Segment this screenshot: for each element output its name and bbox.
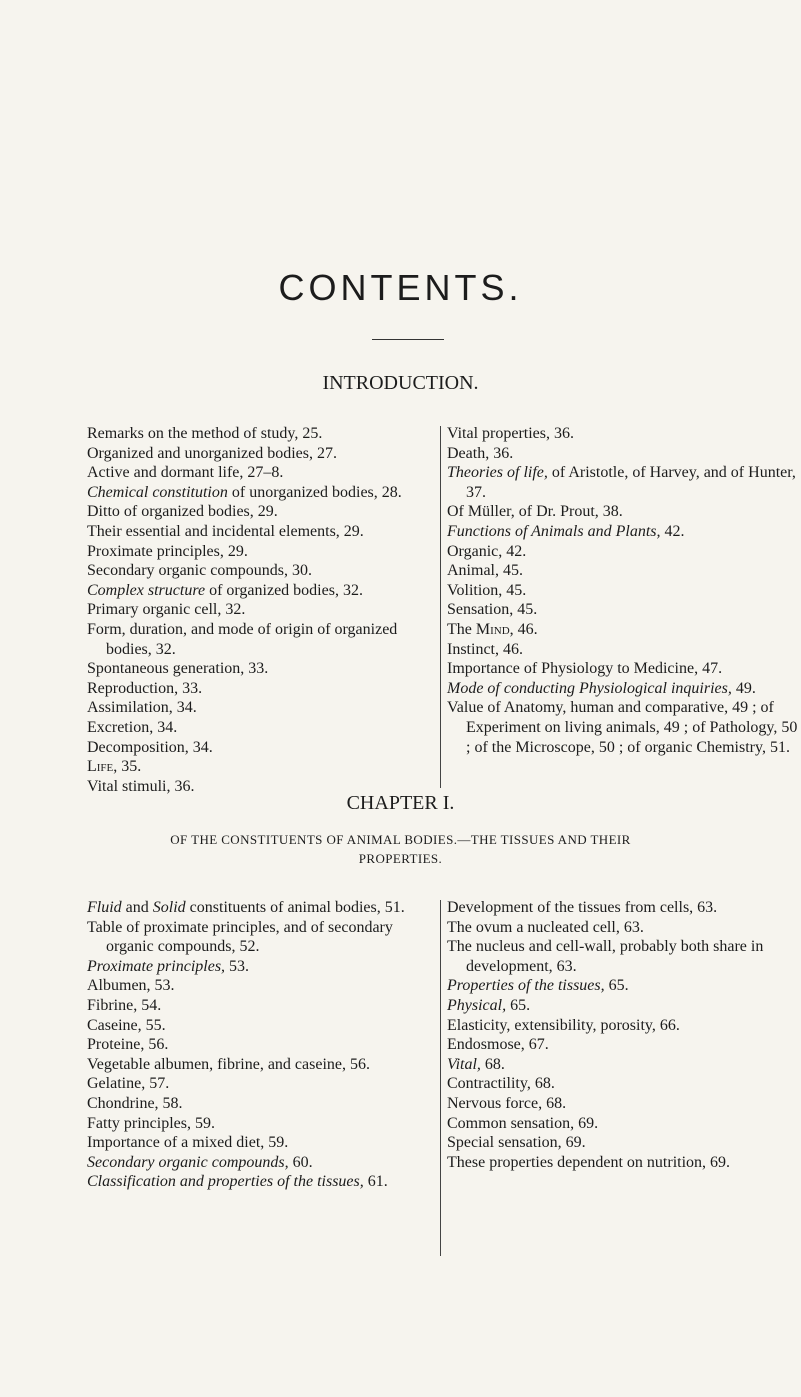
toc-entry-text: Of Müller, of Dr. Prout, 38. [447,503,623,521]
toc-entry [447,522,799,542]
title-rule [372,339,444,340]
toc-entry [447,502,799,522]
toc-entry-lead: Functions of Animals and Plants, [447,522,661,540]
toc-entry-text: 65. [506,996,531,1014]
toc-entry [87,1074,435,1094]
toc-entry-text: Importance of a mixed diet, 59. [87,1134,289,1152]
toc-entry [87,1172,435,1192]
toc-entry [87,561,435,581]
toc-entry-text: The ovum a nucleated cell, 63. [447,918,644,936]
toc-entry [447,918,799,938]
toc-entry [87,1153,435,1173]
toc-entry-caps: Mind [475,620,510,638]
toc-entry [447,698,799,757]
chapter-one-right-column [447,898,799,1172]
chapter-one-subtitle [0,830,801,868]
toc-entry-text: Excretion, 34. [87,718,178,736]
toc-entry [87,620,435,659]
toc-entry [87,976,435,996]
toc-entry [87,679,435,699]
toc-entry-text: Volition, 45. [447,581,527,599]
toc-entry-text: 53. [225,957,250,975]
toc-entry-text: 42. [660,522,685,540]
toc-entry-text: Special sensation, 69. [447,1134,586,1152]
toc-entry [87,996,435,1016]
toc-entry [447,1094,799,1114]
toc-entry-mid: and [121,899,153,916]
toc-entry [447,600,799,620]
toc-entry-lead: Chemical constitution [87,483,228,501]
toc-entry-text: Ditto of organized bodies, 29. [87,503,278,521]
toc-entry-text: Development of the tissues from cells, 63. [447,899,718,916]
toc-entry-text: Fatty principles, 59. [87,1114,215,1132]
toc-entry [447,1035,799,1055]
toc-entry-text: Vegetable albumen, fibrine, and caseine, 56. [87,1055,370,1073]
toc-entry [87,463,435,483]
introduction-right-column [447,424,799,757]
toc-entry-text: Their essential and incidental elements, 29. [87,522,364,540]
toc-entry [87,502,435,522]
toc-entry-text: Common sensation, 69. [447,1114,599,1132]
toc-entry [87,444,435,464]
toc-entry [447,542,799,562]
toc-entry-lead2: Solid [152,899,186,916]
toc-entry-lead: Classification and properties of the tissues, [87,1173,364,1191]
toc-entry-text: Death, 36. [447,444,514,462]
toc-entry [87,738,435,758]
toc-entry-text: Animal, 45. [447,562,523,580]
toc-entry-text: of organized bodies, 32. [205,581,363,599]
page-title: CONTENTS. [278,267,523,308]
toc-entry [447,1055,799,1075]
toc-entry [87,757,435,777]
toc-entry [87,1094,435,1114]
toc-entry-text: 65. [604,977,629,995]
toc-entry-text: Primary organic cell, 32. [87,601,246,619]
toc-entry [87,698,435,718]
toc-entry-text: Table of proximate principles, and of secondary organic compounds, 52. [87,918,393,956]
toc-entry-text: Fibrine, 54. [87,996,162,1014]
toc-entry-text: 61. [363,1173,388,1191]
toc-entry-text: Contractility, 68. [447,1075,555,1093]
toc-entry [447,444,799,464]
toc-entry [447,463,799,502]
toc-entry [447,996,799,1016]
toc-entry [87,522,435,542]
toc-entry [87,1055,435,1075]
toc-entry-text: Endosmose, 67. [447,1036,549,1054]
toc-entry-text: Vital stimuli, 36. [87,777,195,795]
toc-entry-text: Form, duration, and mode of origin of organized bodies, 32. [87,620,398,658]
toc-entry-lead: Physical, [447,996,507,1014]
toc-entry [447,424,799,444]
toc-entry-text: Assimilation, 34. [87,699,197,717]
toc-entry-text: Reproduction, 33. [87,679,203,697]
toc-entry [447,1016,799,1036]
toc-entry-text: Value of Anatomy, human and comparative, 49 ; of Experiment on living animals, 49 ; of Pathology, 50 ; of the Microscope, 50 ; of organic Chemistry, 51. [447,699,798,756]
toc-entry-caps: Life [87,758,114,776]
toc-entry-text: Proteine, 56. [87,1036,169,1054]
toc-entry [447,937,799,976]
toc-entry-lead: Secondary organic compounds, [87,1153,289,1171]
toc-entry [87,581,435,601]
toc-entry [447,679,799,699]
toc-entry-text: Gelatine, 57. [87,1075,170,1093]
chapter-one-subtitle-line-2: PROPERTIES. [358,851,443,866]
toc-entry [87,957,435,977]
toc-entry-lead: Properties of the tissues, [447,977,605,995]
toc-entry [447,1074,799,1094]
toc-entry-text: Vital properties, 36. [447,425,575,442]
toc-entry-lead: Theories of life, [447,464,548,482]
toc-entry-text: , 46. [509,620,538,638]
toc-entry [87,424,435,444]
toc-entry [447,581,799,601]
toc-entry [447,640,799,660]
toc-entry-text: 60. [288,1153,313,1171]
toc-entry-text: of Aristotle, of Harvey, and of Hunter, 37. [466,464,796,501]
toc-entry [87,718,435,738]
toc-entry [87,1035,435,1055]
toc-entry-text: Active and dormant life, 27–8. [87,464,284,482]
toc-entry [87,483,435,503]
toc-entry-text: 68. [480,1055,505,1073]
toc-entry-pre: The [447,620,476,638]
toc-entry-lead: Mode of conducting Physiological inquiries, [447,679,732,697]
chapter-one-subtitle-line-1: OF THE CONSTITUENTS OF ANIMAL BODIES.—THE TISSUES AND THEIR [170,832,631,847]
toc-entry [447,1133,799,1153]
toc-entry [447,620,799,640]
toc-entry [87,1133,435,1153]
toc-entry-text: of unorganized bodies, 28. [227,483,402,501]
toc-entry-text: Albumen, 53. [87,977,175,995]
toc-entry-text: Decomposition, 34. [87,738,213,756]
toc-entry [447,976,799,996]
toc-entry-lead: Fluid [87,899,122,916]
toc-entry-text: , 35. [113,758,142,776]
introduction-column-divider [440,426,441,788]
toc-entry [87,1016,435,1036]
toc-entry-text: Organic, 42. [447,542,527,560]
introduction-left-column [87,424,435,796]
toc-entry [87,542,435,562]
toc-entry [447,1114,799,1134]
toc-entry [447,659,799,679]
toc-entry-lead: Proximate principles, [87,957,226,975]
toc-entry [87,1114,435,1134]
toc-entry-text: Elasticity, extensibility, porosity, 66. [447,1016,680,1034]
toc-entry [87,600,435,620]
toc-entry-text: These properties dependent on nutrition, 69. [447,1153,731,1171]
toc-entry-text: The nucleus and cell-wall, probably both share in development, 63. [447,938,764,975]
toc-entry [447,898,799,918]
toc-entry [87,659,435,679]
toc-entry-lead: Vital, [447,1055,481,1073]
chapter-one-heading: CHAPTER I. [346,792,455,814]
toc-entry-text: 49. [731,679,756,697]
toc-entry-text: Chondrine, 58. [87,1094,183,1112]
chapter-one-column-divider [440,900,441,1256]
toc-entry-text: Importance of Physiology to Medicine, 47. [447,660,723,678]
toc-entry-text: Organized and unorganized bodies, 27. [87,444,338,462]
toc-entry-text: Secondary organic compounds, 30. [87,562,312,580]
toc-entry-text: Caseine, 55. [87,1016,166,1034]
toc-entry-text: Nervous force, 68. [447,1094,567,1112]
toc-entry-text: Remarks on the method of study, 25. [87,425,323,442]
toc-entry [447,561,799,581]
chapter-one-left-column [87,898,435,1192]
toc-entry [87,918,435,957]
toc-entry [87,898,435,918]
toc-entry-text: Spontaneous generation, 33. [87,660,269,678]
toc-entry-text: Sensation, 45. [447,601,538,619]
toc-entry-text: Instinct, 46. [447,640,523,658]
toc-entry-lead: Complex structure [87,581,206,599]
introduction-heading: INTRODUCTION. [322,372,479,394]
toc-entry-text: Proximate principles, 29. [87,542,248,560]
toc-entry-text: constituents of animal bodies, 51. [185,899,405,916]
toc-entry [447,1153,799,1173]
